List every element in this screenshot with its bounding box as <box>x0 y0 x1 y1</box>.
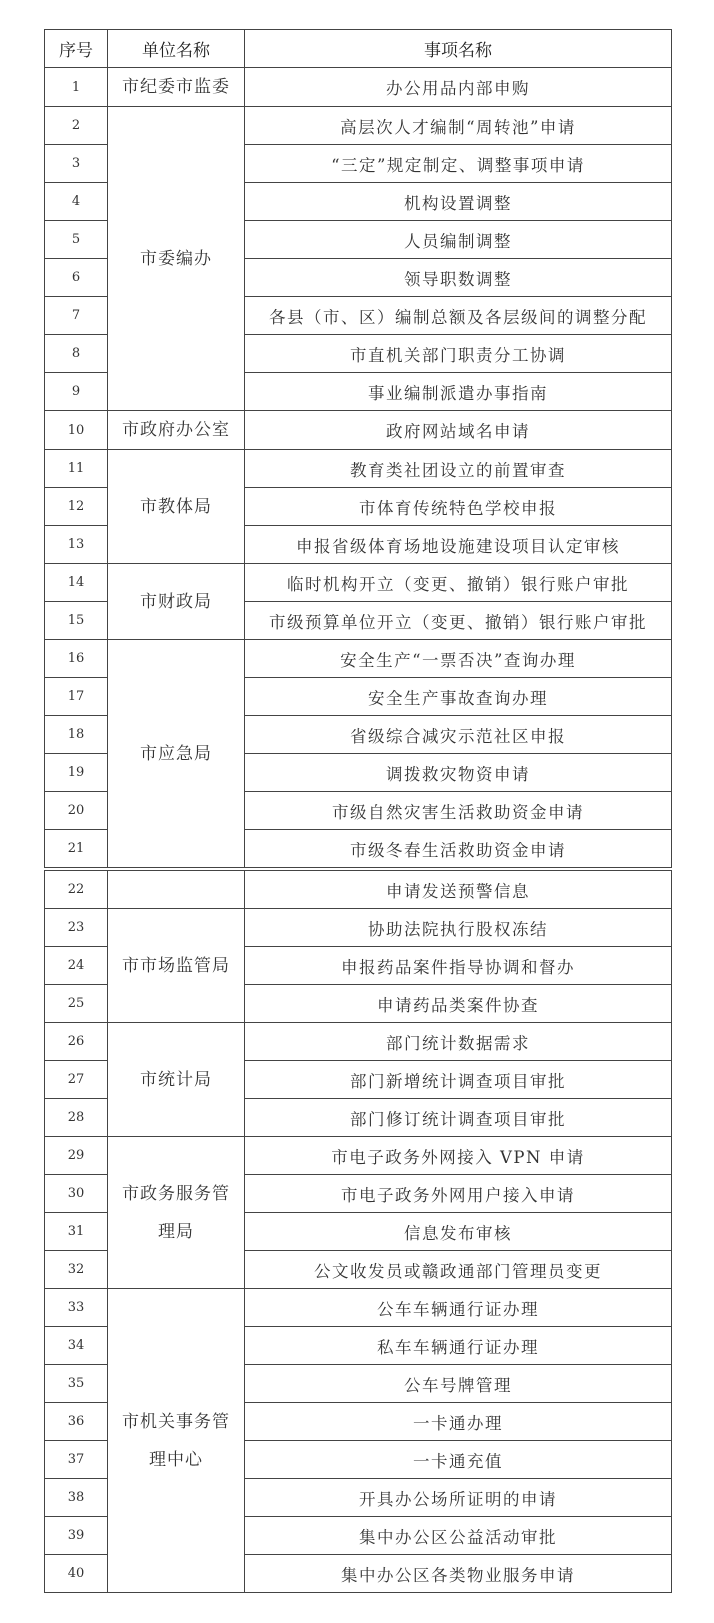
item-name: 事业编制派遣办事指南 <box>245 373 672 411</box>
item-name: 安全生产事故查询办理 <box>245 678 672 716</box>
item-name: 申请药品类案件协查 <box>245 985 672 1023</box>
row-number: 29 <box>45 1137 108 1175</box>
row-number: 30 <box>45 1175 108 1213</box>
row-number: 5 <box>45 221 108 259</box>
unit-name: 市应急局 <box>108 640 245 868</box>
header-item: 事项名称 <box>245 30 672 68</box>
unit-name: 市政务服务管理局 <box>108 1137 245 1289</box>
table-row <box>45 1137 672 1175</box>
header-no: 序号 <box>45 30 108 68</box>
row-number: 20 <box>45 792 108 830</box>
table-row <box>45 909 672 947</box>
row-number: 26 <box>45 1023 108 1061</box>
item-name: 私车车辆通行证办理 <box>245 1327 672 1365</box>
item-name: 调拨救灾物资申请 <box>245 754 672 792</box>
row-number: 10 <box>45 411 108 450</box>
table-row <box>45 640 672 678</box>
unit-name: 市市场监管局 <box>108 909 245 1023</box>
row-number: 9 <box>45 373 108 411</box>
table-row <box>45 450 672 488</box>
table-row <box>45 107 672 145</box>
row-number: 31 <box>45 1213 108 1251</box>
item-name: 部门新增统计调查项目审批 <box>245 1061 672 1099</box>
row-number: 19 <box>45 754 108 792</box>
unit-name: 市财政局 <box>108 564 245 640</box>
item-name: 市级预算单位开立（变更、撤销）银行账户审批 <box>245 602 672 640</box>
unit-name: 市机关事务管理中心 <box>108 1289 245 1593</box>
row-number: 36 <box>45 1403 108 1441</box>
row-number: 1 <box>45 68 108 107</box>
row-number: 13 <box>45 526 108 564</box>
row-number: 6 <box>45 259 108 297</box>
item-name: 市体育传统特色学校申报 <box>245 488 672 526</box>
row-number: 22 <box>45 871 108 909</box>
row-number: 7 <box>45 297 108 335</box>
item-name: 信息发布审核 <box>245 1213 672 1251</box>
unit-name: 市教体局 <box>108 450 245 564</box>
row-number: 21 <box>45 830 108 868</box>
row-number: 14 <box>45 564 108 602</box>
row-number: 4 <box>45 183 108 221</box>
row-number: 23 <box>45 909 108 947</box>
item-name: 一卡通办理 <box>245 1403 672 1441</box>
item-name: 高层次人才编制“周转池”申请 <box>245 107 672 145</box>
unit-name: 市纪委市监委 <box>108 68 245 107</box>
row-number: 28 <box>45 1099 108 1137</box>
row-number: 2 <box>45 107 108 145</box>
row-number: 8 <box>45 335 108 373</box>
item-name: 领导职数调整 <box>245 259 672 297</box>
row-number: 34 <box>45 1327 108 1365</box>
table-row <box>45 564 672 602</box>
item-name: 政府网站域名申请 <box>245 411 672 450</box>
row-number: 33 <box>45 1289 108 1327</box>
row-number: 39 <box>45 1517 108 1555</box>
row-number: 37 <box>45 1441 108 1479</box>
row-number: 11 <box>45 450 108 488</box>
item-name: 市直机关部门职责分工协调 <box>245 335 672 373</box>
row-number: 17 <box>45 678 108 716</box>
row-number: 27 <box>45 1061 108 1099</box>
item-name: 市电子政务外网用户接入申请 <box>245 1175 672 1213</box>
matters-table-part-2 <box>44 870 672 1593</box>
item-name: 公车车辆通行证办理 <box>245 1289 672 1327</box>
table-row <box>45 1023 672 1061</box>
item-name: 部门统计数据需求 <box>245 1023 672 1061</box>
unit-name <box>108 871 245 909</box>
item-name: 集中办公区公益活动审批 <box>245 1517 672 1555</box>
row-number: 38 <box>45 1479 108 1517</box>
unit-name: 市统计局 <box>108 1023 245 1137</box>
item-name: 市级自然灾害生活救助资金申请 <box>245 792 672 830</box>
row-number: 16 <box>45 640 108 678</box>
item-name: 人员编制调整 <box>245 221 672 259</box>
row-number: 32 <box>45 1251 108 1289</box>
row-number: 40 <box>45 1555 108 1593</box>
item-name: 申报药品案件指导协调和督办 <box>245 947 672 985</box>
row-number: 3 <box>45 145 108 183</box>
table-row <box>45 871 672 909</box>
item-name: 公车号牌管理 <box>245 1365 672 1403</box>
table-row <box>45 68 672 107</box>
item-name: 集中办公区各类物业服务申请 <box>245 1555 672 1593</box>
row-number: 15 <box>45 602 108 640</box>
row-number: 18 <box>45 716 108 754</box>
item-name: 公文收发员或赣政通部门管理员变更 <box>245 1251 672 1289</box>
item-name: 申报省级体育场地设施建设项目认定审核 <box>245 526 672 564</box>
item-name: 市电子政务外网接入 VPN 申请 <box>245 1137 672 1175</box>
row-number: 12 <box>45 488 108 526</box>
row-number: 24 <box>45 947 108 985</box>
item-name: 临时机构开立（变更、撤销）银行账户审批 <box>245 564 672 602</box>
unit-name: 市委编办 <box>108 107 245 411</box>
item-name: 机构设置调整 <box>245 183 672 221</box>
item-name: 办公用品内部申购 <box>245 68 672 107</box>
row-number: 35 <box>45 1365 108 1403</box>
item-name: 一卡通充值 <box>245 1441 672 1479</box>
item-name: 教育类社团设立的前置审查 <box>245 450 672 488</box>
item-name: 省级综合减灾示范社区申报 <box>245 716 672 754</box>
table-row <box>45 1289 672 1327</box>
item-name: 开具办公场所证明的申请 <box>245 1479 672 1517</box>
item-name: 各县（市、区）编制总额及各层级间的调整分配 <box>245 297 672 335</box>
unit-name: 市政府办公室 <box>108 411 245 450</box>
table-row <box>45 411 672 450</box>
header-unit: 单位名称 <box>108 30 245 68</box>
item-name: 部门修订统计调查项目审批 <box>245 1099 672 1137</box>
header-row <box>45 30 672 68</box>
item-name: 申请发送预警信息 <box>245 871 672 909</box>
row-number: 25 <box>45 985 108 1023</box>
item-name: “三定”规定制定、调整事项申请 <box>245 145 672 183</box>
item-name: 协助法院执行股权冻结 <box>245 909 672 947</box>
item-name: 市级冬春生活救助资金申请 <box>245 830 672 868</box>
item-name: 安全生产“一票否决”查询办理 <box>245 640 672 678</box>
matters-table-part-1 <box>44 29 672 868</box>
